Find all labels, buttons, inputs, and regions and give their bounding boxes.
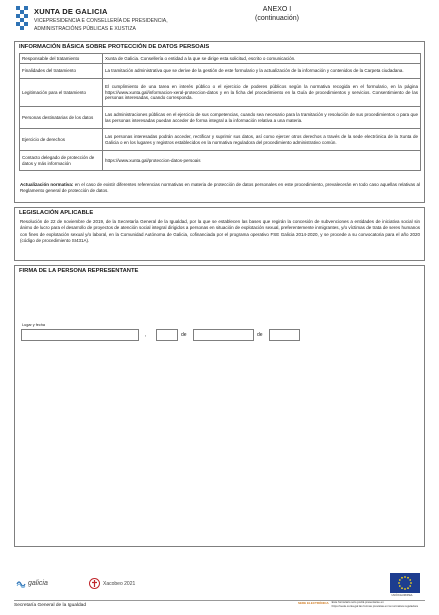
- xacobeo-cross-icon: [89, 578, 100, 589]
- row-label: Ejercicio de derechos: [20, 129, 103, 151]
- table-row: [20, 129, 421, 151]
- place-date-label: Lugar y fecha: [22, 323, 46, 327]
- data-protection-title: INFORMACIÓN BÁSICA SOBRE PROTECCIÓN DE DATOS PERSOAIS: [19, 44, 210, 50]
- footer-notes: [332, 601, 418, 608]
- year-field[interactable]: [269, 329, 300, 341]
- row-value: Las personas interesadas podrán acceder, rectificar y suprimir sus datos, así como ejercer otros derechos a través de la sede electrónica de la Xunta de Galicia o en los lugares y registros establecidos en la normativa reguladora del procedimiento administrativo común.: [103, 129, 421, 151]
- signature-section: [14, 265, 425, 547]
- note-label: Actualización normativa:: [20, 182, 74, 187]
- galicia-logo: [16, 578, 48, 588]
- de-separator-1: de: [181, 332, 187, 338]
- note-text: en el caso de existir diferentes referencias normativas en materia de protección de datos personales en este procedimiento, prevalecerán en todo caso aquellas relativas al Reglamento general de protección de datos.: [20, 182, 420, 193]
- footer-sede-info: [298, 601, 418, 608]
- table-row: [20, 54, 421, 64]
- table-row: [20, 107, 421, 129]
- de-separator-2: de: [257, 332, 263, 338]
- footer-logos: [14, 569, 425, 599]
- row-label: Responsable del tratamiento: [20, 54, 103, 64]
- month-field[interactable]: [193, 329, 254, 341]
- day-field[interactable]: [156, 329, 178, 341]
- logo-department-line-1: VICEPRESIDENCIA E CONSELLERÍA DE PRESIDENCIA,: [34, 18, 168, 24]
- annex-subtitle: (continuación): [255, 14, 299, 22]
- footer-note-2: https://sede.xunta.gal las formas previstas en la normativa reguladora: [331, 603, 418, 608]
- legislation-section: [14, 207, 425, 261]
- galicia-logo-text: galicia: [28, 579, 48, 587]
- row-label: Finalidades del tratamiento: [20, 64, 103, 79]
- xunta-logo: [14, 6, 168, 33]
- annex-heading: [245, 6, 309, 23]
- legislation-title: LEGISLACIÓN APLICABLE: [19, 210, 94, 216]
- row-value: El cumplimiento de una tarea en interés público o el ejercicio de poderes públicos según la normativa recogida en el formulario, en la página https://www.xunta.gal/informacion-xeral-proteccion-datos y en la ficha del procedimiento en la Guía de procedimientos y servicios. Consentimiento de las personas interesadas, cuando corresponda.: [103, 79, 421, 107]
- data-protection-section: [14, 41, 425, 203]
- annex-title: ANEXO I: [262, 6, 292, 13]
- place-field[interactable]: [21, 329, 139, 341]
- privacy-link[interactable]: https://www.xunta.gal/proteccion-datos-persoais: [103, 151, 421, 171]
- logo-department-line-2: ADMINISTRACIÓNS PÚBLICAS E XUSTIZA: [34, 26, 136, 33]
- comma-separator: ,: [145, 332, 147, 338]
- xunta-emblem-icon: [14, 6, 30, 32]
- row-value: La tramitación administrativa que se derive de la gestión de este formulario y la actualización de la información y contenidos de la Carpeta ciudadana.: [103, 64, 421, 79]
- row-label: Legitimación para el tratamiento: [20, 79, 103, 107]
- row-label: Contacto delegado de protección de datos y más información: [20, 151, 103, 171]
- xacobeo-logo: [89, 578, 135, 589]
- row-label: Personas destinatarias de los datos: [20, 107, 103, 129]
- table-row: [20, 64, 421, 79]
- eu-flag-icon: [390, 573, 420, 593]
- galicia-wave-icon: [16, 578, 26, 588]
- logo-name: XUNTA DE GALICIA: [34, 7, 108, 16]
- eu-caption: UNIÓN EUROPEA: [391, 594, 413, 597]
- table-row: [20, 151, 421, 171]
- footer-department: Secretaría General de la Igualdad: [14, 603, 87, 608]
- document-header: [14, 6, 424, 36]
- legislation-text: Resolución de 22 de noviembre de 2019, de la Secretaría General de la Igualdad, por la que se establecen las bases que regirán la concesión de subvenciones a entidades de iniciativa social sin ánimo de lucro para el desarrollo de proyectos de atención social integral dirigidos a personas en situación de explotación sexual, preferentemente inmigrantes, y/o víctimas de trata de seres humanos con fines de explotación sexual y/o laboral, en la Comunidad Autónoma de Galicia, cofinanciada por el programa operativo FSE Galicia 2014-2020, y se procede a su convocatoria para el año 2020 (código de procedimiento SI431A).: [20, 219, 420, 243]
- row-value: Xunta de Galicia. Consellería o entidad a la que se dirige esta solicitud, escrito o comunicación.: [103, 54, 421, 64]
- sede-badge: SEDE ELECTRÓNICA: [298, 601, 329, 605]
- regulatory-update-note: [20, 182, 420, 194]
- xacobeo-text: Xacobeo 2021: [103, 580, 136, 587]
- data-protection-table: [19, 53, 421, 171]
- footer-note-1: Este formulario solo podrá presentarse en: [331, 600, 384, 604]
- table-row: [20, 79, 421, 107]
- row-value: Las administraciones públicas en el ejercicio de sus competencias, cuando sea necesario para la tramitación y resolución de sus procedimientos o para que las personas interesadas puedan acceder de forma integral a la información relativa a una materia.: [103, 107, 421, 129]
- signature-title: FIRMA DE LA PERSONA REPRESENTANTE: [19, 268, 139, 274]
